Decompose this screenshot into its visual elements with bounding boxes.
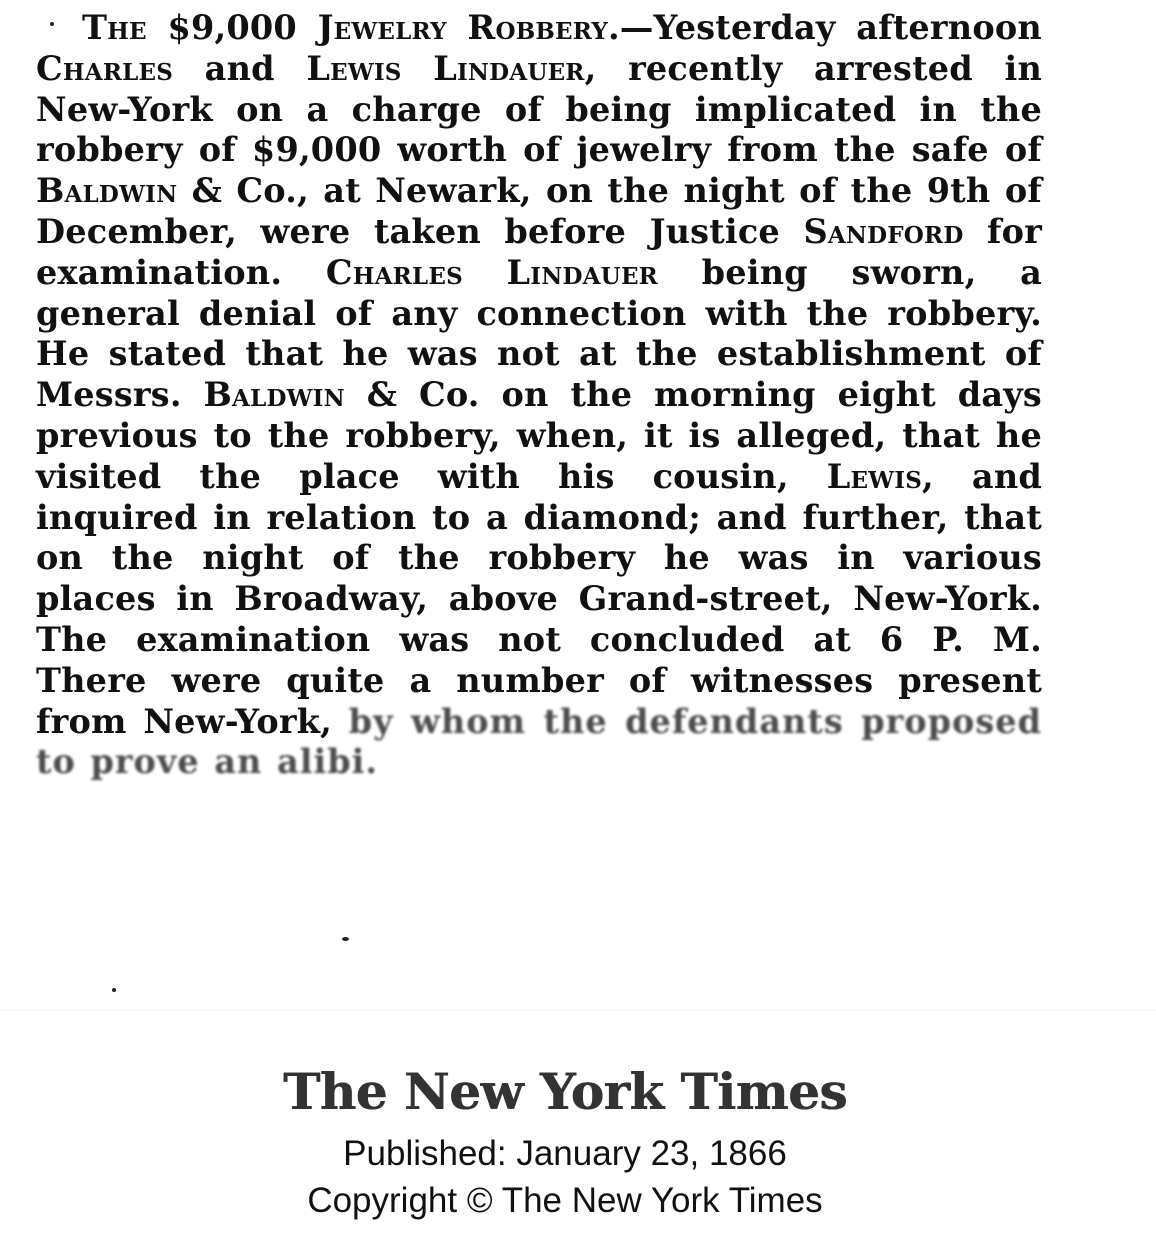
illegible-text: by whom the defendants proposed to prove an alibi. [36,701,1043,782]
article-text: , and inquired in relation to a diamond; and further, that on the night of the robbery he was in various places in Broadway, above Grand-street, New-York. The examination was not concluded at 6 P. M. There were quite a number of witnesses present from New-York, [36,456,1043,741]
print-speck [112,988,116,992]
article-text: being sworn, a general denial of any connection with the robbery. He stated that he was not at the establishment of Messrs. [36,252,1043,415]
article-text: and [173,48,307,88]
article-text: Yesterday afternoon [653,8,1042,47]
article-body [36,8,1042,783]
person-name: Charles Lindauer [325,252,658,292]
article-headline: The $9,000 Jewelry Robbery. [82,8,620,47]
nyt-masthead-logo: The New York Times [283,1062,847,1121]
article-paragraph [36,8,1042,783]
published-date: Published: January 23, 1866 [343,1134,787,1173]
article-text: for examination. [36,211,1042,292]
article-text: & Co., at Newark, on the night of the 9th of December, were taken before Justice [36,171,1042,251]
article-text: , recently arrested in New-York on a charge of being implicated in the robbery of $9,000 worth of jewelry from the safe of [36,48,1042,170]
article-text: & Co. on the morning eight days previous to the robbery, when, it is alleged, that he visited the place with his cousin, [36,375,1042,496]
copyright-notice: Copyright © The New York Times [307,1181,823,1220]
person-name: Lewis [826,456,923,496]
print-speck [50,22,54,26]
print-speck [342,937,349,941]
company-name: Baldwin [203,375,345,415]
person-name: Sandford [803,211,964,251]
headline-dash: — [619,8,654,47]
person-name: Lewis Lindauer [306,48,585,88]
person-name: Charles [36,48,174,88]
company-name: Baldwin [36,171,178,211]
